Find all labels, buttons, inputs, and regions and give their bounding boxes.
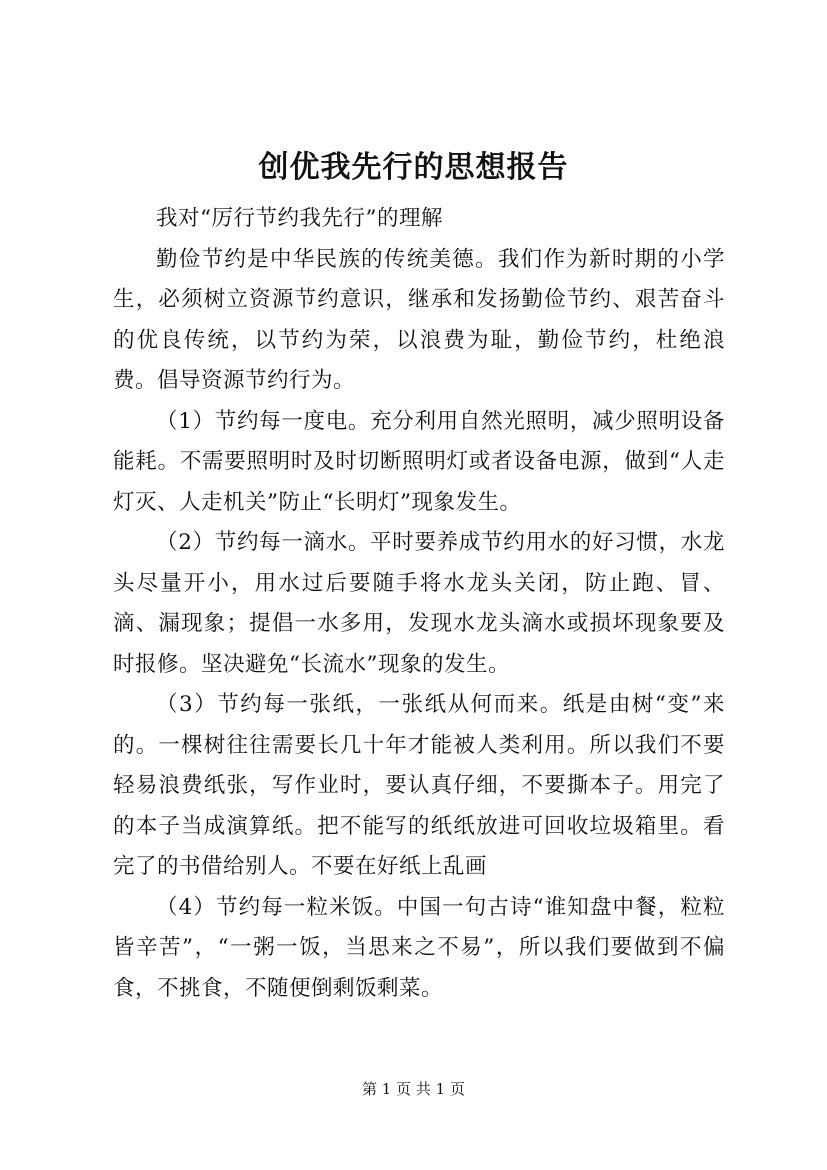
paragraph-water: （2）节约每一滴水。平时要养成节约用水的好习惯，水龙头尽量开小，用水过后要随手将水龙头关闭，防止跑、冒、滴、漏现象；提倡一水多用，发现水龙头滴水或损坏现象要及时报修。坚决避免“长流水”现象的发生。 [113, 530, 725, 677]
paragraph-paper: （3）节约每一张纸，一张纸从何而来。纸是由树“变”来的。一棵树往往需要长几十年才能被人类利用。所以我们不要轻易浪费纸张，写作业时，要认真仔细，不要撕本子。用完了的本子当成演算纸。把不能写的纸纸放进可回收垃圾箱里。看完了的书借给别人。不要在好纸上乱画 [113, 692, 725, 879]
paragraph-rice: （4）节约每一粒米饭。中国一句古诗“谁知盘中餐，粒粒皆辛苦”，“一粥一饭，当思来之不易”，所以我们要做到不偏食，不挑食，不随便倒剩饭剩菜。 [113, 894, 725, 1001]
page-footer: 第 1 页 共 1 页 [362, 1080, 465, 1098]
paragraph-intro: 勤俭节约是中华民族的传统美德。我们作为新时期的小学生，必须树立资源节约意识，继承和发扬勤俭节约、艰苦奋斗的优良传统，以节约为荣，以浪费为耻，勤俭节约，杜绝浪费。倡导资源节约行为。 [113, 246, 725, 393]
document-body [113, 199, 725, 1009]
paragraph-subtitle: 我对“厉行节约我先行”的理解 [156, 206, 443, 231]
paragraph-electricity: （1）节约每一度电。充分利用自然光照明，减少照明设备能耗。不需要照明时及时切断照明灯或者设备电源，做到“人走灯灭、人走机关”防止“长明灯”现象发生。 [113, 408, 725, 515]
document-title: 创优我先行的思想报告 [258, 150, 569, 185]
